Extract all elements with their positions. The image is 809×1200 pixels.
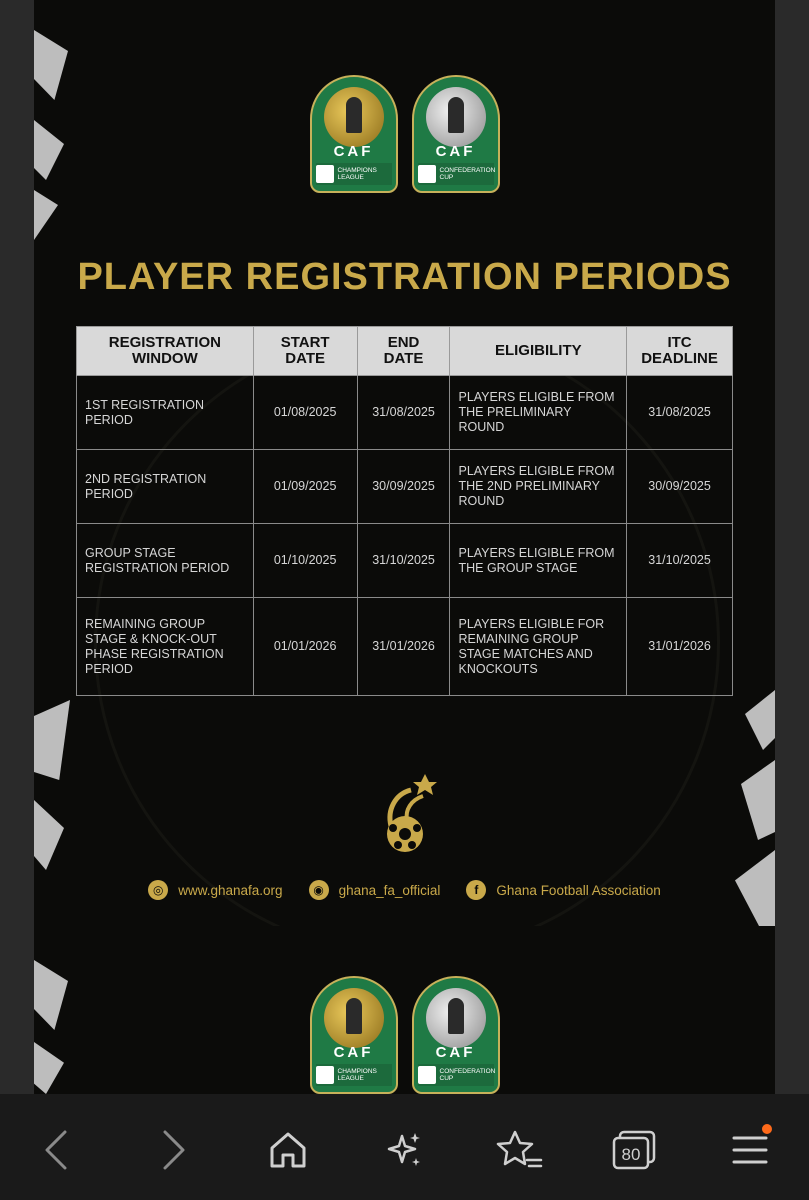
column-header: START DATE: [253, 327, 357, 376]
table-row: [77, 598, 733, 696]
badge-label: LEAGUE: [337, 1075, 364, 1082]
bookmarks-button[interactable]: [491, 1122, 547, 1178]
sponsor-logo-icon: [418, 165, 436, 183]
table-row: [77, 450, 733, 524]
cell-itc-deadline: 31/01/2026: [627, 598, 733, 696]
facebook-text: Ghana Football Association: [496, 882, 661, 898]
champions-league-logo: [310, 75, 398, 193]
tabs-button[interactable]: [606, 1122, 662, 1178]
back-button[interactable]: [28, 1122, 84, 1178]
cell-start-date: 01/10/2025: [253, 524, 357, 598]
facebook-item: [466, 880, 660, 900]
table-row: [77, 524, 733, 598]
instagram-text: ghana_fa_official: [338, 882, 441, 898]
column-header: END DATE: [357, 327, 450, 376]
sponsor-logo-icon: [316, 1066, 334, 1084]
cell-start-date: 01/09/2025: [253, 450, 357, 524]
registration-table: [76, 326, 733, 696]
cell-window: 1ST REGISTRATION PERIOD: [77, 376, 254, 450]
sponsor-logo-icon: [418, 1066, 436, 1084]
badge-brand: CAF: [435, 143, 476, 160]
cell-start-date: 01/01/2026: [253, 598, 357, 696]
website-item: [148, 880, 282, 900]
cell-start-date: 01/08/2025: [253, 376, 357, 450]
browser-bottom-bar: [0, 1094, 809, 1200]
badge-brand: CAF: [333, 143, 374, 160]
ghana-fa-logo: [365, 770, 445, 860]
chevron-left-icon: [41, 1128, 71, 1172]
cell-itc-deadline: 31/08/2025: [627, 376, 733, 450]
cell-eligibility: PLAYERS ELIGIBLE FROM THE 2ND PRELIMINARY ROUND: [450, 450, 627, 524]
badge-label: CONFEDERATION: [439, 1068, 496, 1075]
ai-assistant-button[interactable]: [376, 1122, 432, 1178]
caf-logos: [310, 75, 500, 193]
tabs-icon: [610, 1128, 658, 1172]
hamburger-menu-icon: [730, 1128, 770, 1172]
chevron-right-icon: [159, 1128, 189, 1172]
instagram-icon: ◉: [309, 880, 329, 900]
cell-itc-deadline: 30/09/2025: [627, 450, 733, 524]
badge-label: CHAMPIONS: [337, 1068, 377, 1075]
cell-eligibility: PLAYERS ELIGIBLE FROM THE GROUP STAGE: [450, 524, 627, 598]
cell-eligibility: PLAYERS ELIGIBLE FOR REMAINING GROUP STAGE MATCHES AND KNOCKOUTS: [450, 598, 627, 696]
column-header: REGISTRATION WINDOW: [77, 327, 254, 376]
badge-label: LEAGUE: [337, 174, 364, 181]
facebook-icon: f: [466, 880, 486, 900]
cell-end-date: 31/10/2025: [357, 524, 450, 598]
notification-dot: [762, 1124, 772, 1134]
decorative-stripes-left: [34, 0, 74, 926]
column-header: ELIGIBILITY: [450, 327, 627, 376]
cell-window: GROUP STAGE REGISTRATION PERIOD: [77, 524, 254, 598]
cell-end-date: 31/01/2026: [357, 598, 450, 696]
badge-label: CUP: [439, 174, 454, 181]
cell-window: REMAINING GROUP STAGE & KNOCK-OUT PHASE REGISTRATION PERIOD: [77, 598, 254, 696]
decorative-stripes-right: [735, 0, 775, 926]
instagram-item: [309, 880, 441, 900]
poster-page-next: [34, 926, 775, 1094]
website-text: www.ghanafa.org: [178, 882, 283, 898]
star-list-icon: [495, 1128, 543, 1172]
champions-league-logo: [310, 976, 398, 1094]
decorative-stripes-left: [34, 926, 74, 1094]
poster-footer: [34, 880, 775, 900]
cell-end-date: 30/09/2025: [357, 450, 450, 524]
globe-icon: ◎: [148, 880, 168, 900]
confederation-cup-logo: [412, 75, 500, 193]
table-header-row: [77, 327, 733, 376]
cell-itc-deadline: 31/10/2025: [627, 524, 733, 598]
badge-label: CHAMPIONS: [337, 167, 377, 174]
cell-eligibility: PLAYERS ELIGIBLE FROM THE PRELIMINARY ROUND: [450, 376, 627, 450]
badge-brand: CAF: [333, 1044, 374, 1061]
sparkles-icon: [382, 1128, 426, 1172]
poster-title: PLAYER REGISTRATION PERIODS: [77, 256, 732, 298]
table-row: [77, 376, 733, 450]
column-header: ITC DEADLINE: [627, 327, 733, 376]
home-icon: [266, 1128, 310, 1172]
forward-button[interactable]: [146, 1122, 202, 1178]
cell-end-date: 31/08/2025: [357, 376, 450, 450]
cell-window: 2ND REGISTRATION PERIOD: [77, 450, 254, 524]
caf-logos: [310, 976, 500, 1094]
badge-label: CUP: [439, 1075, 454, 1082]
menu-button[interactable]: [722, 1122, 778, 1178]
badge-brand: CAF: [435, 1044, 476, 1061]
badge-label: CONFEDERATION: [439, 167, 496, 174]
tab-count: 80: [621, 1145, 641, 1164]
confederation-cup-logo: [412, 976, 500, 1094]
home-button[interactable]: [260, 1122, 316, 1178]
poster-page: [34, 0, 775, 926]
sponsor-logo-icon: [316, 165, 334, 183]
